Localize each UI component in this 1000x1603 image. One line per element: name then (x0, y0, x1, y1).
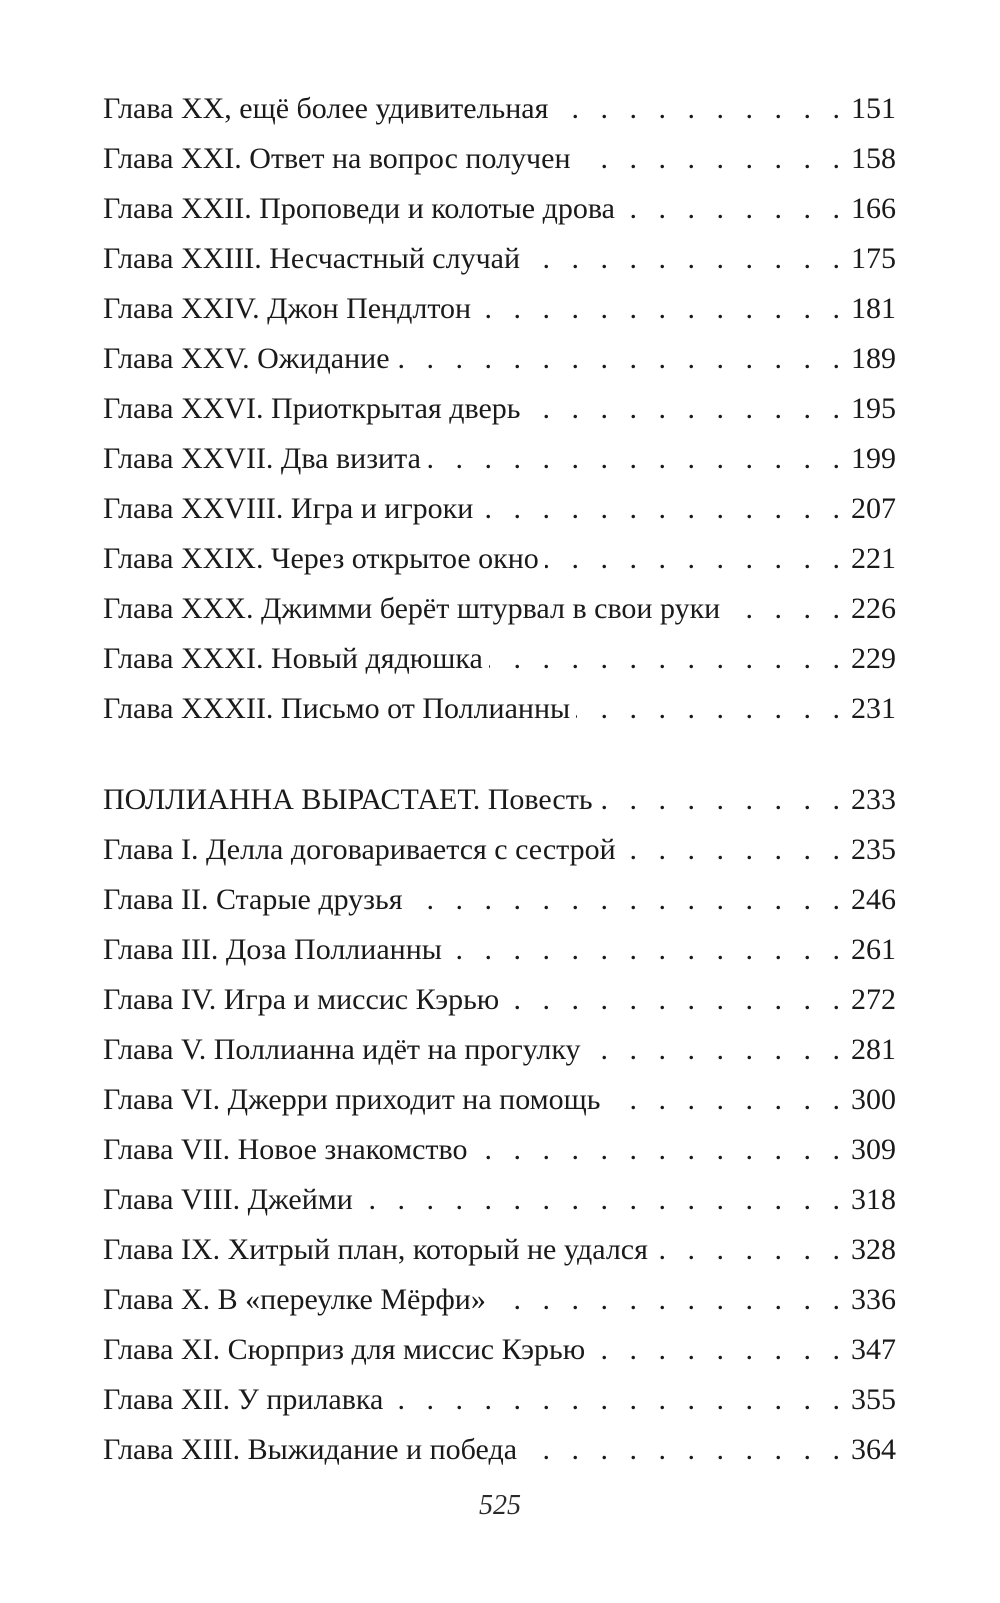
toc-entry (103, 1075, 896, 1125)
dot-leader (492, 1275, 847, 1325)
toc-entry-page: 246 (851, 883, 896, 916)
toc-entry-page: 195 (851, 392, 896, 425)
toc-entry-page: 189 (851, 342, 896, 375)
toc-entry-title: Глава II. Старые друзья (103, 883, 403, 916)
dot-leader (622, 825, 847, 875)
toc-entry-title: Глава XXII. Проповеди и колотые дрова (103, 192, 615, 225)
toc-entry-page: 336 (851, 1283, 896, 1316)
dot-leader (545, 534, 847, 584)
dot-leader (473, 1125, 847, 1175)
toc-entry (103, 234, 896, 284)
toc-entry (103, 84, 896, 134)
dot-leader (554, 84, 847, 134)
toc-entry-title: Глава IX. Хитрый план, который не удался (103, 1233, 648, 1266)
dot-leader (526, 384, 847, 434)
toc-entry-page: 175 (851, 242, 896, 275)
toc-entry (103, 684, 896, 734)
dot-leader (409, 875, 847, 925)
toc-entry (103, 434, 896, 484)
toc-entry-title: Глава VIII. Джейми (103, 1183, 353, 1216)
toc-entry-page: 221 (851, 542, 896, 575)
toc-entry-title: Глава XXIX. Через открытое окно (103, 542, 539, 575)
toc-entry (103, 184, 896, 234)
dot-leader (587, 1025, 847, 1075)
dot-leader (359, 1175, 847, 1225)
dot-leader (396, 334, 847, 384)
toc-entry-title: Глава XXIV. Джон Пендлтон (103, 292, 472, 325)
dot-leader (477, 284, 847, 334)
toc-entry (103, 1175, 896, 1225)
toc-entry-title: Глава VII. Новое знакомство (103, 1133, 468, 1166)
toc-entry (103, 925, 896, 975)
toc-entry (103, 384, 896, 434)
dot-leader (448, 925, 847, 975)
toc-entry-page: 347 (851, 1333, 896, 1366)
dot-leader (577, 134, 847, 184)
toc-entry-title: Глава XXVII. Два визита (103, 442, 421, 475)
dot-leader (489, 634, 847, 684)
toc-entry (103, 1425, 896, 1475)
toc-entry-title: ПОЛЛИАННА ВЫРАСТАЕТ. Повесть (103, 783, 593, 816)
dot-leader (726, 584, 847, 634)
dot-leader (526, 234, 847, 284)
dot-leader (523, 1425, 847, 1475)
toc-entry-page: 272 (851, 983, 896, 1016)
toc-section-pollyanna-grows-up (103, 775, 896, 1475)
toc-entry-page: 158 (851, 142, 896, 175)
toc-entry-page: 233 (851, 783, 896, 816)
dot-leader (606, 1075, 847, 1125)
toc-entry-title: Глава XXIII. Несчастный случай (103, 242, 521, 275)
dot-leader (427, 434, 847, 484)
toc-entry-title: Глава XII. У прилавка (103, 1383, 384, 1416)
toc-entry-page: 328 (851, 1233, 896, 1266)
toc-entry-page: 355 (851, 1383, 896, 1416)
toc-entry-page: 199 (851, 442, 896, 475)
toc-entry-title: Глава XI. Сюрприз для миссис Кэрью (103, 1333, 586, 1366)
toc-entry (103, 1325, 896, 1375)
toc-entry (103, 334, 896, 384)
toc-entry-page: 229 (851, 642, 896, 675)
dot-leader (389, 1375, 847, 1425)
toc-entry (103, 875, 896, 925)
toc-entry-page: 281 (851, 1033, 896, 1066)
dot-leader (479, 484, 847, 534)
toc-entry-page: 207 (851, 492, 896, 525)
toc-entry-title: Глава I. Делла договаривается с сестрой (103, 833, 616, 866)
toc-entry (103, 1025, 896, 1075)
table-of-contents (103, 84, 896, 1475)
toc-entry-page: 166 (851, 192, 896, 225)
toc-entry-page: 231 (851, 692, 896, 725)
dot-leader (591, 1325, 847, 1375)
toc-entry (103, 634, 896, 684)
toc-entry (103, 1375, 896, 1425)
toc-entry-title: Глава XXI. Ответ на вопрос получен (103, 142, 571, 175)
toc-entry-page: 261 (851, 933, 896, 966)
toc-entry-page: 151 (851, 92, 896, 125)
toc-entry-title: Глава XXVI. Приоткрытая дверь (103, 392, 521, 425)
toc-entry-title: Глава XXXII. Письмо от Поллианны (103, 692, 571, 725)
dot-leader (621, 184, 847, 234)
toc-entry (103, 775, 896, 825)
toc-entry-title: Глава XXXI. Новый дядюшка (103, 642, 483, 675)
page-number: 525 (479, 1490, 521, 1521)
toc-entry (103, 284, 896, 334)
toc-entry-page: 226 (851, 592, 896, 625)
dot-leader (599, 775, 847, 825)
toc-entry-page: 300 (851, 1083, 896, 1116)
toc-entry (103, 1275, 896, 1325)
toc-entry-title: Глава XXVIII. Игра и игроки (103, 492, 474, 525)
toc-entry (103, 584, 896, 634)
toc-entry (103, 134, 896, 184)
toc-entry-title: Глава X. В «переулке Мёрфи» (103, 1283, 486, 1316)
toc-entry-page: 235 (851, 833, 896, 866)
toc-entry (103, 975, 896, 1025)
toc-entry-title: Глава V. Поллианна идёт на прогулку (103, 1033, 581, 1066)
toc-section-pollyanna (103, 84, 896, 734)
section-gap (103, 734, 896, 775)
toc-entry (103, 825, 896, 875)
toc-entry (103, 484, 896, 534)
toc-entry-page: 318 (851, 1183, 896, 1216)
toc-entry-page: 181 (851, 292, 896, 325)
dot-leader (576, 684, 847, 734)
toc-entry-page: 364 (851, 1433, 896, 1466)
toc-entry-title: Глава XXX. Джимми берёт штурвал в свои руки (103, 592, 721, 625)
toc-entry-title: Глава XX, ещё более удивительная (103, 92, 549, 125)
toc-entry-title: Глава VI. Джерри приходит на помощь (103, 1083, 601, 1116)
dot-leader (654, 1225, 847, 1275)
toc-entry-page: 309 (851, 1133, 896, 1166)
toc-entry (103, 1125, 896, 1175)
toc-entry-title: Глава XXV. Ожидание (103, 342, 390, 375)
toc-entry-title: Глава XIII. Выжидание и победа (103, 1433, 518, 1466)
toc-entry-title: Глава III. Доза Поллианны (103, 933, 442, 966)
toc-entry (103, 534, 896, 584)
toc-entry (103, 1225, 896, 1275)
dot-leader (505, 975, 847, 1025)
toc-entry-title: Глава IV. Игра и миссис Кэрью (103, 983, 500, 1016)
